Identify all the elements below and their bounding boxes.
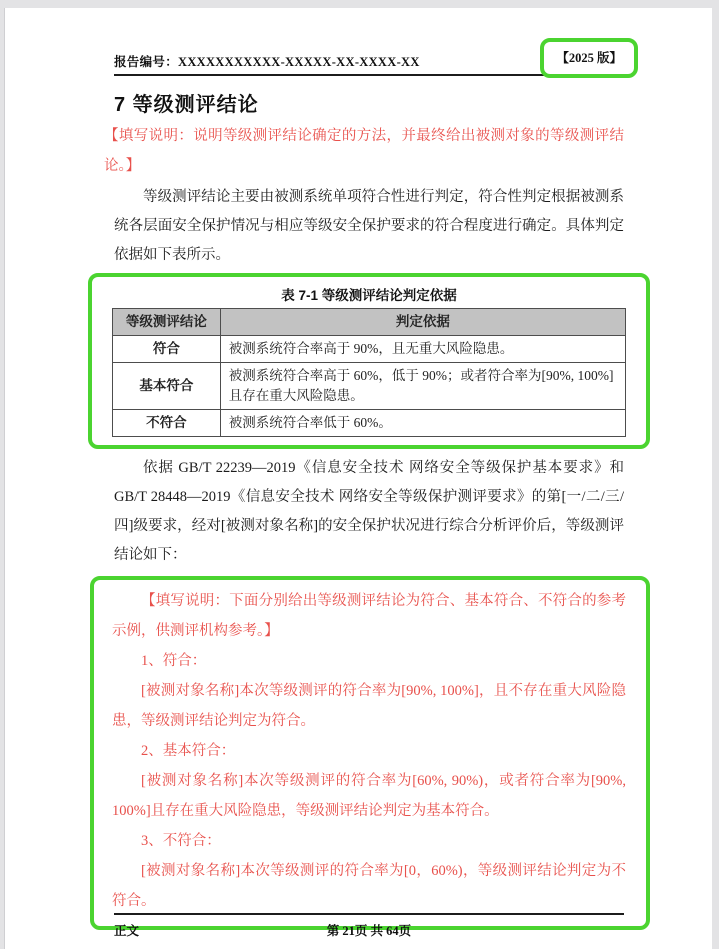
instruction-note-top: 【填写说明：说明等级测评结论确定的方法，并最终给出被测对象的等级测评结论。】	[104, 128, 624, 174]
version-badge-highlight: 【2025 版】	[540, 38, 638, 78]
cell-basis: 被测系统符合率高于 90%，且无重大风险隐患。	[220, 336, 625, 363]
table-caption: 表 7-1 等级测评结论判定依据	[281, 288, 457, 303]
table-row	[113, 336, 626, 363]
judgement-basis-table	[112, 308, 626, 437]
cell-conclusion: 不符合	[113, 410, 221, 437]
example-heading-nonconform: 3、不符合：	[141, 833, 221, 849]
cell-conclusion: 基本符合	[113, 363, 221, 410]
report-number: 报告编号：XXXXXXXXXXX-XXXXX-XX-XXXX-XX	[114, 55, 420, 69]
document-page	[4, 8, 712, 949]
page-footer	[114, 913, 624, 939]
table-row	[113, 363, 626, 410]
table-header-basis: 判定依据	[220, 309, 625, 336]
highlight-box-table	[88, 273, 650, 449]
footer-page-number: 第 21页 共 64页	[326, 924, 412, 938]
table-row	[113, 410, 626, 437]
example-body-nonconform: [被测对象名称]本次等级测评的符合率为[0，60%)，等级测评结论判定为不符合。	[112, 863, 626, 909]
instruction-note-examples: 【填写说明：下面分别给出等级测评结论为符合、基本符合、不符合的参考示例，供测评机构参考。】	[112, 593, 626, 639]
chapter-title: 7 等级测评结论	[114, 94, 259, 116]
paragraph-basis: 依据 GB/T 22239—2019《信息安全技术 网络安全等级保护基本要求》和 GB/T 28448—2019《信息安全技术 网络安全等级保护测评要求》的第[一/二/三/四]级要求，经对[被测对象名称]的安全保护状况进行综合分析评价后，等级测评结论如下：	[114, 460, 624, 563]
paragraph-method: 等级测评结论主要由被测系统单项符合性进行判定，符合性判定根据被测系统各层面安全保护情况与相应等级安全保护要求的符合程度进行确定。具体判定依据如下表所示。	[114, 189, 624, 263]
footer-section-label: 正文	[114, 924, 140, 938]
cell-basis: 被测系统符合率高于 60%，低于 90%；或者符合率为[90%, 100%]且存在重大风险隐患。	[220, 363, 625, 410]
cell-conclusion: 符合	[113, 336, 221, 363]
example-heading-conform: 1、符合：	[141, 653, 207, 669]
table-header-row	[113, 309, 626, 336]
table-header-conclusion: 等级测评结论	[113, 309, 221, 336]
example-heading-basic-conform: 2、基本符合：	[141, 743, 236, 759]
example-body-basic-conform: [被测对象名称]本次等级测评的符合率为[60%, 90%)，或者符合率为[90%, 100%]且存在重大风险隐患，等级测评结论判定为基本符合。	[112, 773, 626, 819]
cell-basis: 被测系统符合率低于 60%。	[220, 410, 625, 437]
highlight-box-examples	[90, 576, 650, 930]
page-header	[114, 46, 624, 76]
example-body-conform: [被测对象名称]本次等级测评的符合率为[90%, 100%]，且不存在重大风险隐患，等级测评结论判定为符合。	[112, 683, 626, 729]
